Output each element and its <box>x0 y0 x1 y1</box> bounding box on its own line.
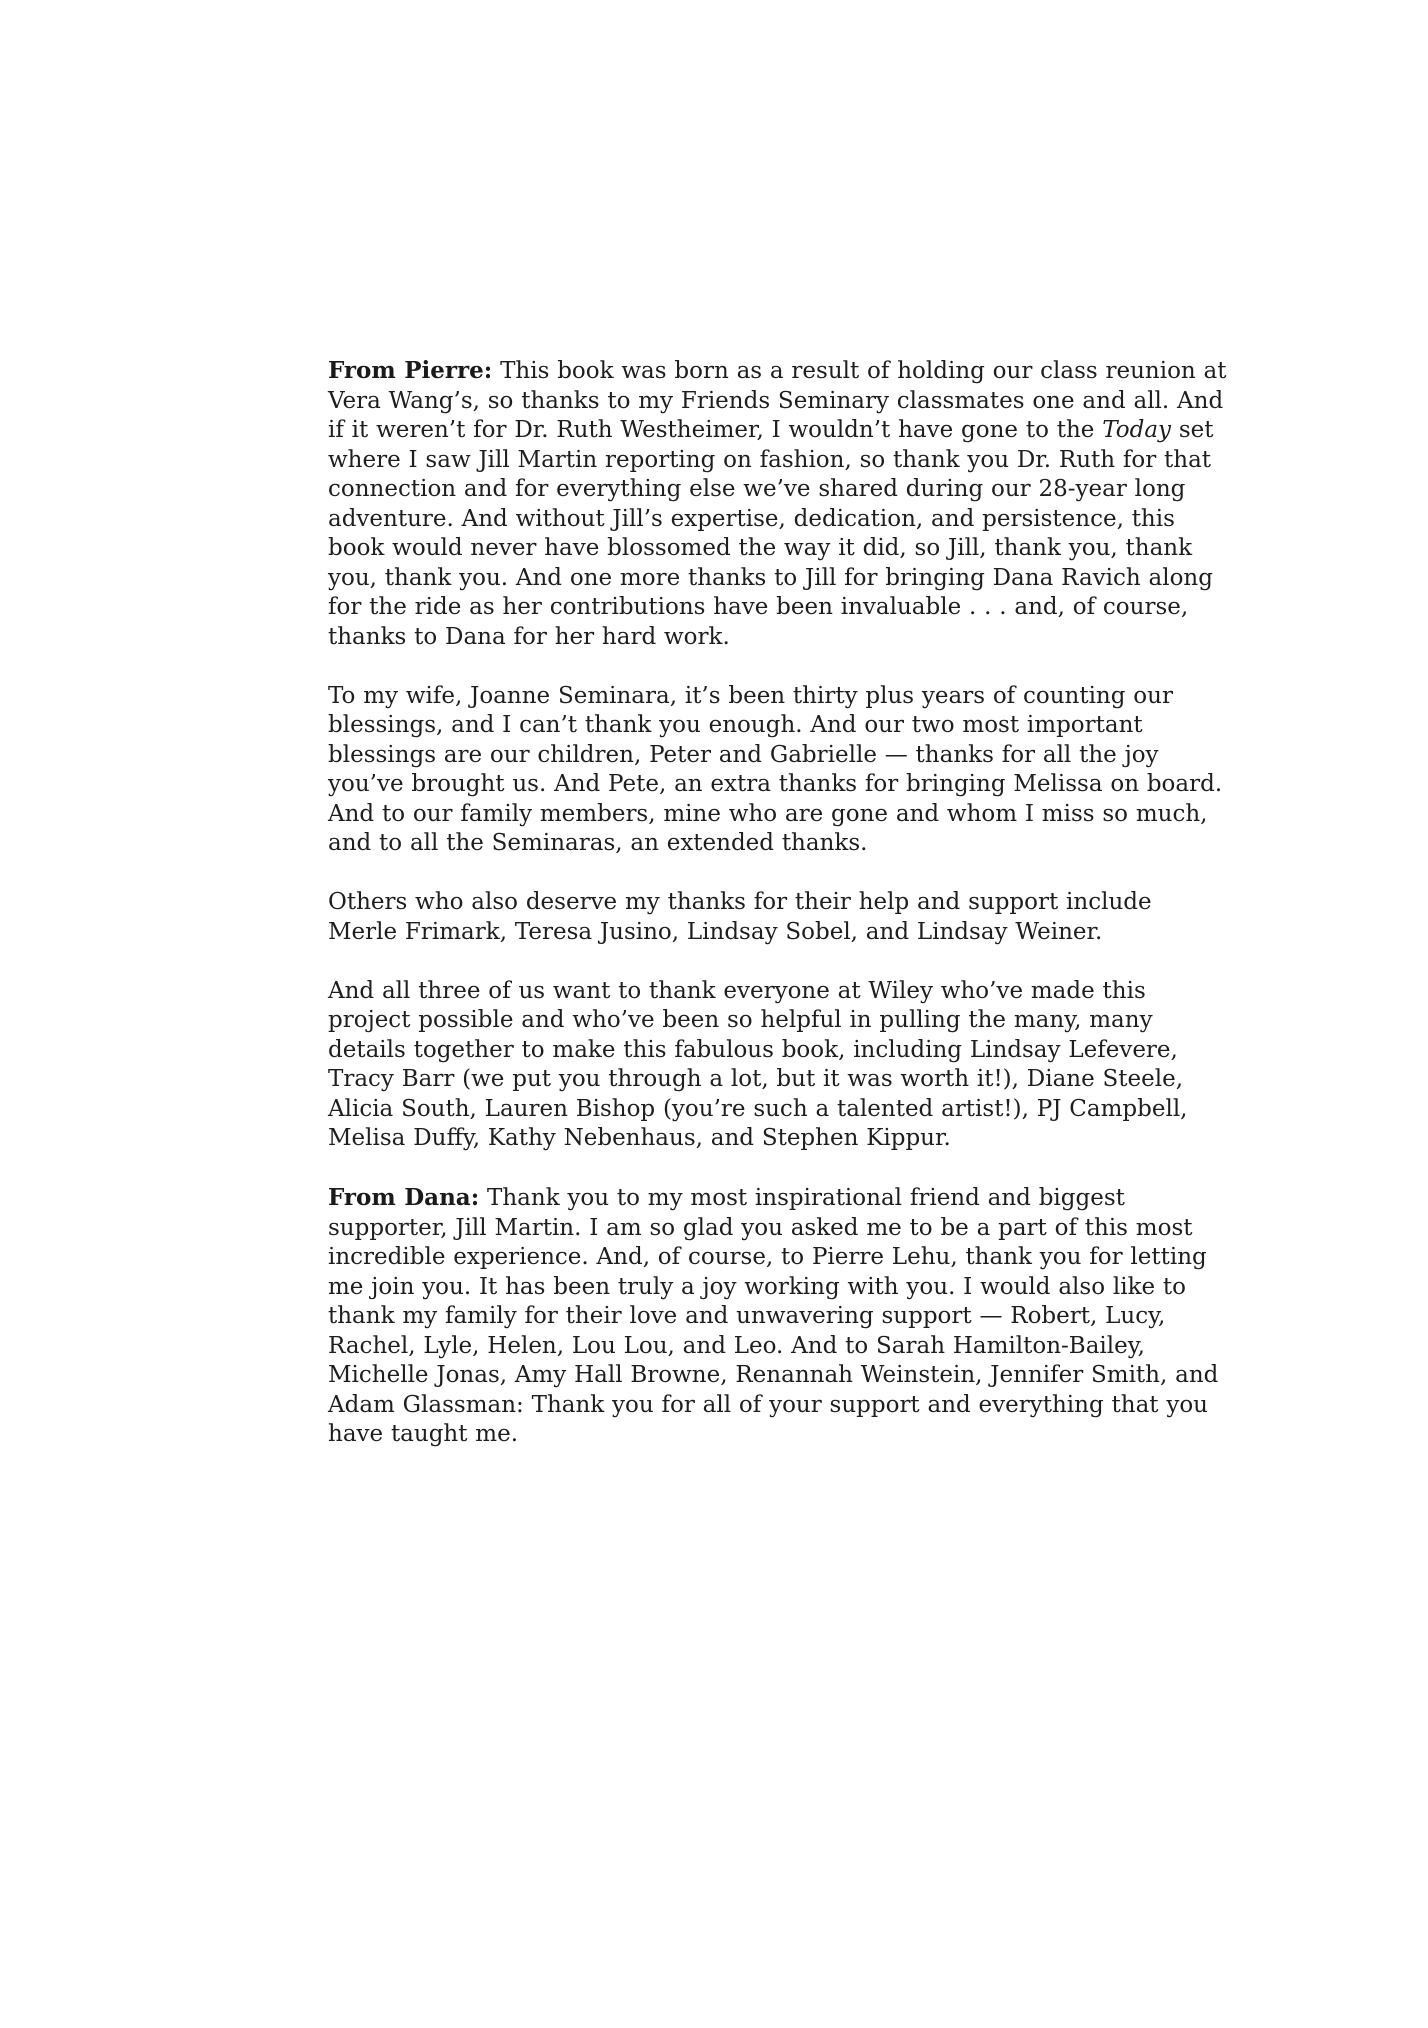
show-title: Today <box>1102 417 1172 443</box>
paragraph-text: set where I saw Jill Martin reporting on fashion, so thank you Dr. Ruth for that connection and for everything else we’ve shared during our 28-year long adventure. And without Jill’s expertise, dedication, and persistence, this book would never have blossomed the way it did, so Jill, thank you, thank you, thank you. And one more thanks to Jill for bringing Dana Ravich along for the ride as her contributions have been invaluable . . . and, of course, thanks to Dana for her hard work. <box>328 417 1214 650</box>
paragraph-wiley <box>328 977 1228 1154</box>
paragraph-text: And all three of us want to thank everyone at Wiley who’ve made this project possible and who’ve been so helpful in pulling the many, many details together to make this fabulous book, including Lindsay Lefevere, Tracy Barr (we put you through a lot, but it was worth it!), Diane Steele, Alicia South, Lauren Bishop (you’re such a talented artist!), PJ Campbell, Melisa Duffy, Kathy Nebenhaus, and Stephen Kippur. <box>328 977 1188 1151</box>
paragraph-family <box>328 682 1228 859</box>
paragraph-text: To my wife, Joanne Seminara, it’s been thirty plus years of counting our blessings, and I can’t thank you enough. And our two most important blessings are our children, Peter and Gabrielle — thanks for all the joy you’ve brought us. And Pete, an extra thanks for bringing Melissa on board. And to our family members, mine who are gone and whom I miss so much, and to all the Seminaras, an extended thanks. <box>328 682 1223 856</box>
acknowledgments-text <box>328 356 1228 1479</box>
paragraph-lead: From Dana: <box>328 1184 480 1211</box>
paragraph-others <box>328 888 1228 947</box>
paragraph-text: This book was born as a result of holding our class reunion at Vera Wang’s, so thanks to my Friends Seminary classmates one and all. And if it weren’t for Dr. Ruth Westheimer, I wouldn’t have gone to the <box>328 358 1227 443</box>
paragraph-text: Others who also deserve my thanks for their help and support include Merle Frimark, Teresa Jusino, Lindsay Sobel, and Lindsay Weiner. <box>328 889 1152 945</box>
paragraph-lead: From Pierre: <box>328 357 493 384</box>
paragraph-from-pierre <box>328 356 1228 652</box>
paragraph-from-dana <box>328 1183 1228 1450</box>
paragraph-text: Thank you to my most inspirational friend and biggest supporter, Jill Martin. I am so glad you asked me to be a part of this most incredible experience. And, of course, to Pierre Lehu, thank you for letting me join you. It has been truly a joy working with you. I would also like to thank my family for their love and unwavering support — Robert, Lucy, Rachel, Lyle, Helen, Lou Lou, and Leo. And to Sarah Hamilton-Bailey, Michelle Jonas, Amy Hall Browne, Renannah Weinstein, Jennifer Smith, and Adam Glassman: Thank you for all of your support and everything that you have taught me. <box>328 1185 1219 1447</box>
